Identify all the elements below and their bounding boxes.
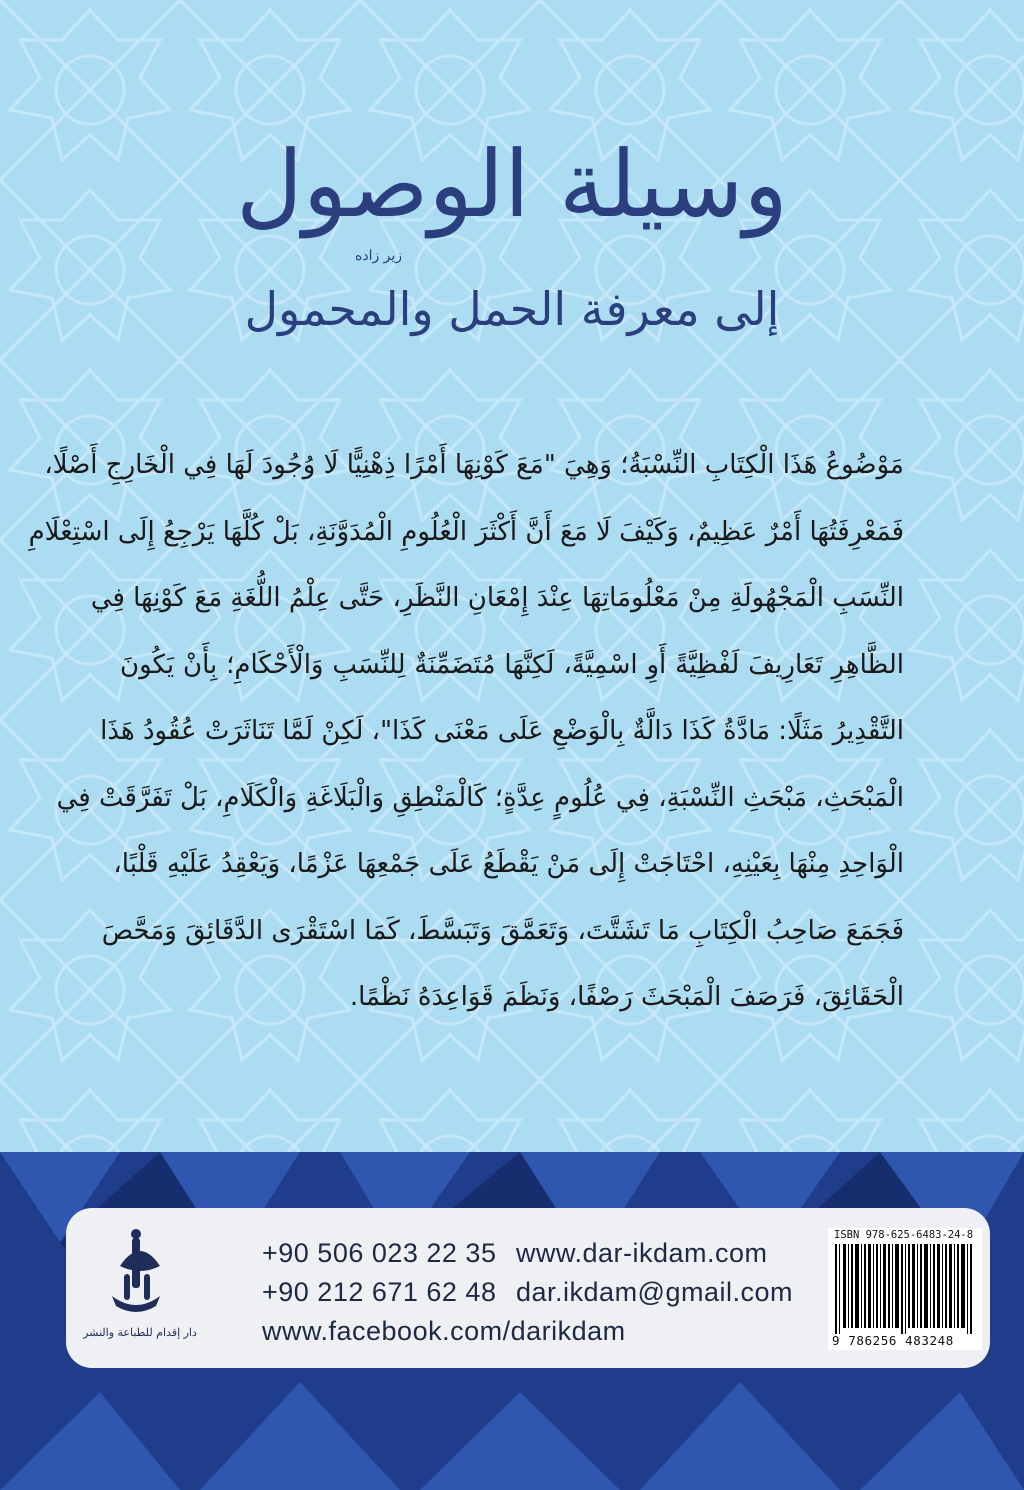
blurb-line: التَّقْدِيرُ مَثَلًا: مَادَّةُ كَذَا دَالَّةٌ بِالْوَضْعِ عَلَى مَعْنَى كَذَا"، لَكِنْ لَمَّا تَنَاثَرَتْ عُقُودُ هَذَا xyxy=(100,716,904,746)
barcode-number: 9 786256 483248 xyxy=(832,1333,954,1348)
email-link[interactable]: dar.ikdam@gmail.com xyxy=(516,1277,793,1307)
book-title: وسيلة الوصول xyxy=(236,131,788,238)
blurb-line: الظَّاهِرِ تَعَارِيفَ لَفْظِيَّةً أَوِ اسْمِيَّةً، لَكِنَّهَا مُتَضَمِّنَةٌ لِلنِّسَبِ وَالْأَحْكَامِ؛ بِأَنْ يَكُونَ xyxy=(120,649,904,680)
author-signature: زير زاده xyxy=(355,248,403,264)
blurb-text xyxy=(28,432,904,1031)
facebook-link[interactable]: www.facebook.com/darikdam xyxy=(262,1316,626,1346)
barcode-bars-icon xyxy=(835,1244,977,1334)
blurb-line: الْحَقَائِقَ، فَرَصَفَ الْمَبْحَثَ رَصْفًا، وَنَظَمَ قَوَاعِدَهُ نَظْمًا. xyxy=(349,982,904,1012)
blurb-line: الْمَبْحَثِ، مَبْحَثِ النِّسْبَةِ، فِي عُلُومٍ عِدَّةٍ؛ كَالْمَنْطِقِ وَالْبَلَاغَةِ وَالْكَلَامِ، بَلْ تَفَرَّقَتْ فِي xyxy=(56,782,904,813)
publisher-name: دار إقدام للطباعة والنشر xyxy=(83,1326,197,1339)
phone-2: +90 212 671 62 48 xyxy=(262,1277,497,1307)
blurb-line: النِّسَبِ الْمَجْهُولَةِ مِنْ مَعْلُومَاتِهَا عِنْدَ إِمْعَانِ النَّظَرِ، حَتَّى عِلْمُ اللُّغَةِ مَعَ كَوْنِهَا فِي xyxy=(90,583,904,613)
phone-1: +90 506 023 22 35 xyxy=(262,1238,497,1268)
blurb-line: فَجَمَعَ صَاحِبُ الْكِتَابِ مَا تَشَتَّتَ، وَتَعَمَّقَ وَتَبَسَّطَ، كَمَا اسْتَقْرَى الدَّقَائِقَ وَمَحَّصَ xyxy=(101,915,904,946)
isbn-label: ISBN 978-625-6483-24-8 xyxy=(834,1229,974,1241)
blurb-line: الْوَاحِدِ مِنْهَا بِعَيْنِهِ، احْتَاجَتْ إِلَى مَنْ يَقْطَعُ عَلَى جَمْعِهَا عَزْمًا، وَيَعْقِدُ عَلَيْهِ قَلْبًا، xyxy=(113,849,904,879)
blurb-line: فَمَعْرِفَتُهَا أَمْرٌ عَظِيمٌ، وَكَيْفَ لَا مَعَ أَنَّ أَكْثَرَ الْعُلُومِ الْمُدَوَّنَةِ، بَلْ كُلَّهَا يَرْجِعُ إِلَى اسْتِعْلَامِ xyxy=(28,516,904,547)
book-subtitle: إلى معرفة الحمل والمحمول xyxy=(244,282,780,336)
website-link[interactable]: www.dar-ikdam.com xyxy=(516,1238,768,1268)
blurb-line: مَوْضُوعُ هَذَا الْكِتَابِ النِّسْبَةُ؛ وَهِيَ "مَعَ كَوْنِهَا أَمْرًا ذِهْنِيًّا لَا وُجُودَ لَهَا فِي الْخَارِجِ أَصْلًا، xyxy=(44,450,904,480)
